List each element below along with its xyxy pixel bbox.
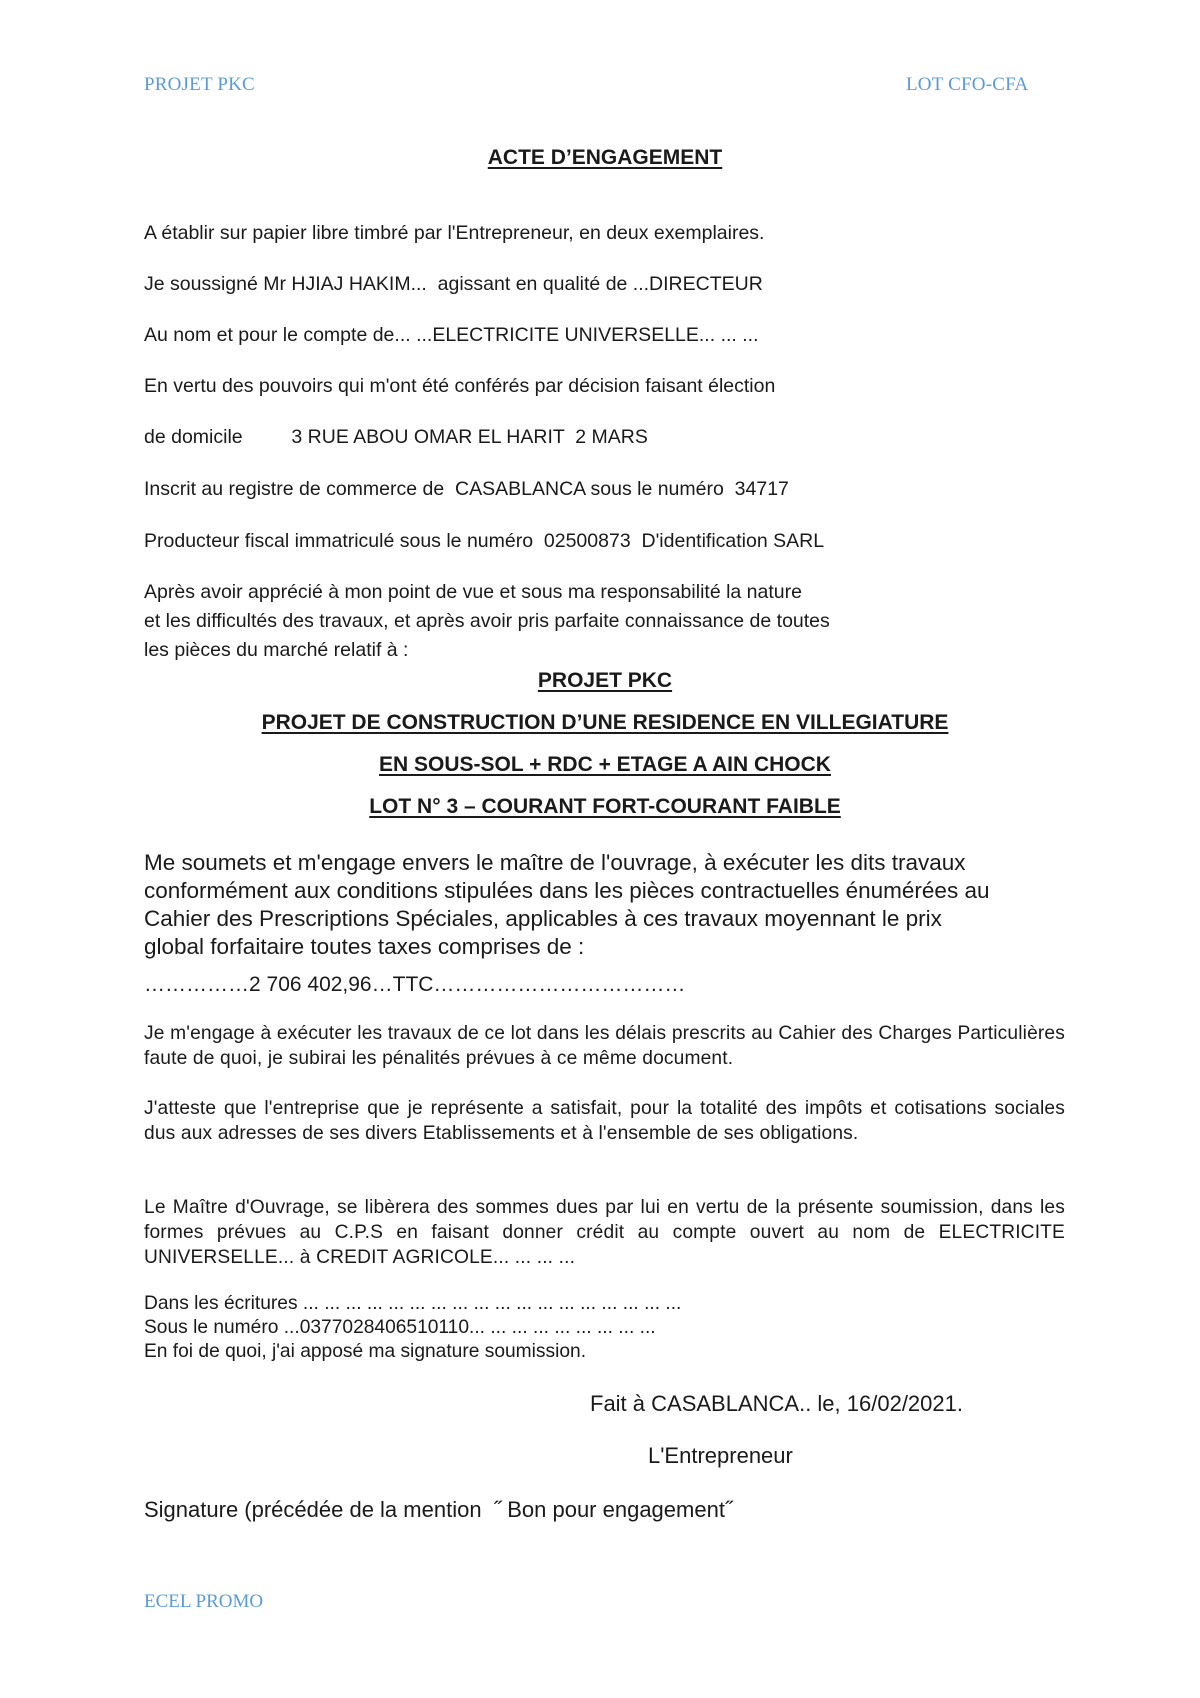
engagement-line-3: Cahier des Prescriptions Spéciales, applicables à ces travaux moyennant le prix [144, 906, 942, 931]
footer-company: ECEL PROMO [144, 1591, 264, 1612]
project-lot: LOT N° 3 – COURANT FORT-COURANT FAIBLE [369, 795, 841, 818]
entrepreneur-label: L'Entrepreneur [648, 1443, 793, 1468]
maitre-ouvrage-paragraph: Le Maître d'Ouvrage, se libèrera des sommes dues par lui en vertu de la présente soumission, dans les formes prévues au C.P.S en faisant donner crédit au compte ouvert au nom de ELECTRICITE UNIVERSELLE... à CREDIT AGRICOLE... ... ... ... [144, 1197, 1065, 1268]
engagement-line-2: conformément aux conditions stipulées dans les pièces contractuelles énumérées au [144, 878, 990, 903]
signature-mention: Signature (précédée de la mention ˝ Bon pour engagement˝ [144, 1497, 733, 1522]
apres-line-1: Après avoir apprécié à mon point de vue et sous ma responsabilité la nature [144, 581, 802, 603]
apres-line-3: les pièces du marché relatif à : [144, 639, 409, 661]
intro-line-6: Inscrit au registre de commerce de CASABLANCA sous le numéro 34717 [144, 478, 789, 500]
project-location: EN SOUS-SOL + RDC + ETAGE A AIN CHOCK [379, 753, 831, 776]
delais-paragraph: Je m'engage à exécuter les travaux de ce lot dans les délais prescrits au Cahier des Charges Particulières faute de quoi, je subirai les pénalités prévues à ce même document. [144, 1023, 1065, 1069]
project-name: PROJET PKC [537, 669, 673, 692]
engagement-line-1: Me soumets et m'engage envers le maître de l'ouvrage, à exécuter les dits travaux [144, 850, 966, 875]
foi-line: En foi de quoi, j'ai apposé ma signature soumission. [144, 1341, 587, 1362]
intro-line-3: Au nom et pour le compte de... ...ELECTRICITE UNIVERSELLE... ... ... [144, 324, 759, 346]
intro-line-4: En vertu des pouvoirs qui m'ont été conférés par décision faisant élection [144, 375, 776, 397]
account-number-line: Sous le numéro ...0377028406510110... ... ... ... ... ... ... ... ... [144, 1317, 656, 1338]
project-description: PROJET DE CONSTRUCTION D’UNE RESIDENCE EN VILLEGIATURE [261, 711, 949, 734]
intro-line-7: Producteur fiscal immatriculé sous le numéro 02500873 D'identification SARL [144, 530, 825, 552]
engagement-line-4: global forfaitaire toutes taxes comprises de : [144, 934, 585, 959]
intro-line-2: Je soussigné Mr HJIAJ HAKIM... agissant en qualité de ...DIRECTEUR [144, 273, 763, 295]
intro-line-1: A établir sur papier libre timbré par l'Entrepreneur, en deux exemplaires. [144, 222, 765, 244]
bank-details [144, 1292, 681, 1364]
ecritures-line: Dans les écritures ... ... ... ... ... ... ... ... ... ... ... ... ... ... ... ... ... ... [144, 1293, 682, 1314]
header-project: PROJET PKC [144, 74, 255, 95]
apres-line-2: et les difficultés des travaux, et après avoir pris parfaite connaissance de toutes [144, 610, 830, 632]
document-title: ACTE D’ENGAGEMENT [487, 146, 723, 169]
price-line: ……………2 706 402,96…TTC……………………………… [144, 973, 686, 996]
place-date: Fait à CASABLANCA.. le, 16/02/2021. [590, 1391, 963, 1416]
header-lot: LOT CFO-CFA [906, 74, 1029, 95]
intro-line-5: de domicile 3 RUE ABOU OMAR EL HARIT 2 MARS [144, 426, 648, 448]
atteste-paragraph: J'atteste que l'entreprise que je représente a satisfait, pour la totalité des impôts et cotisations sociales dus aux adresses de ses divers Etablissements et à l'ensemble de ses obligations. [144, 1098, 1065, 1144]
engagement-paragraph [144, 849, 1064, 961]
